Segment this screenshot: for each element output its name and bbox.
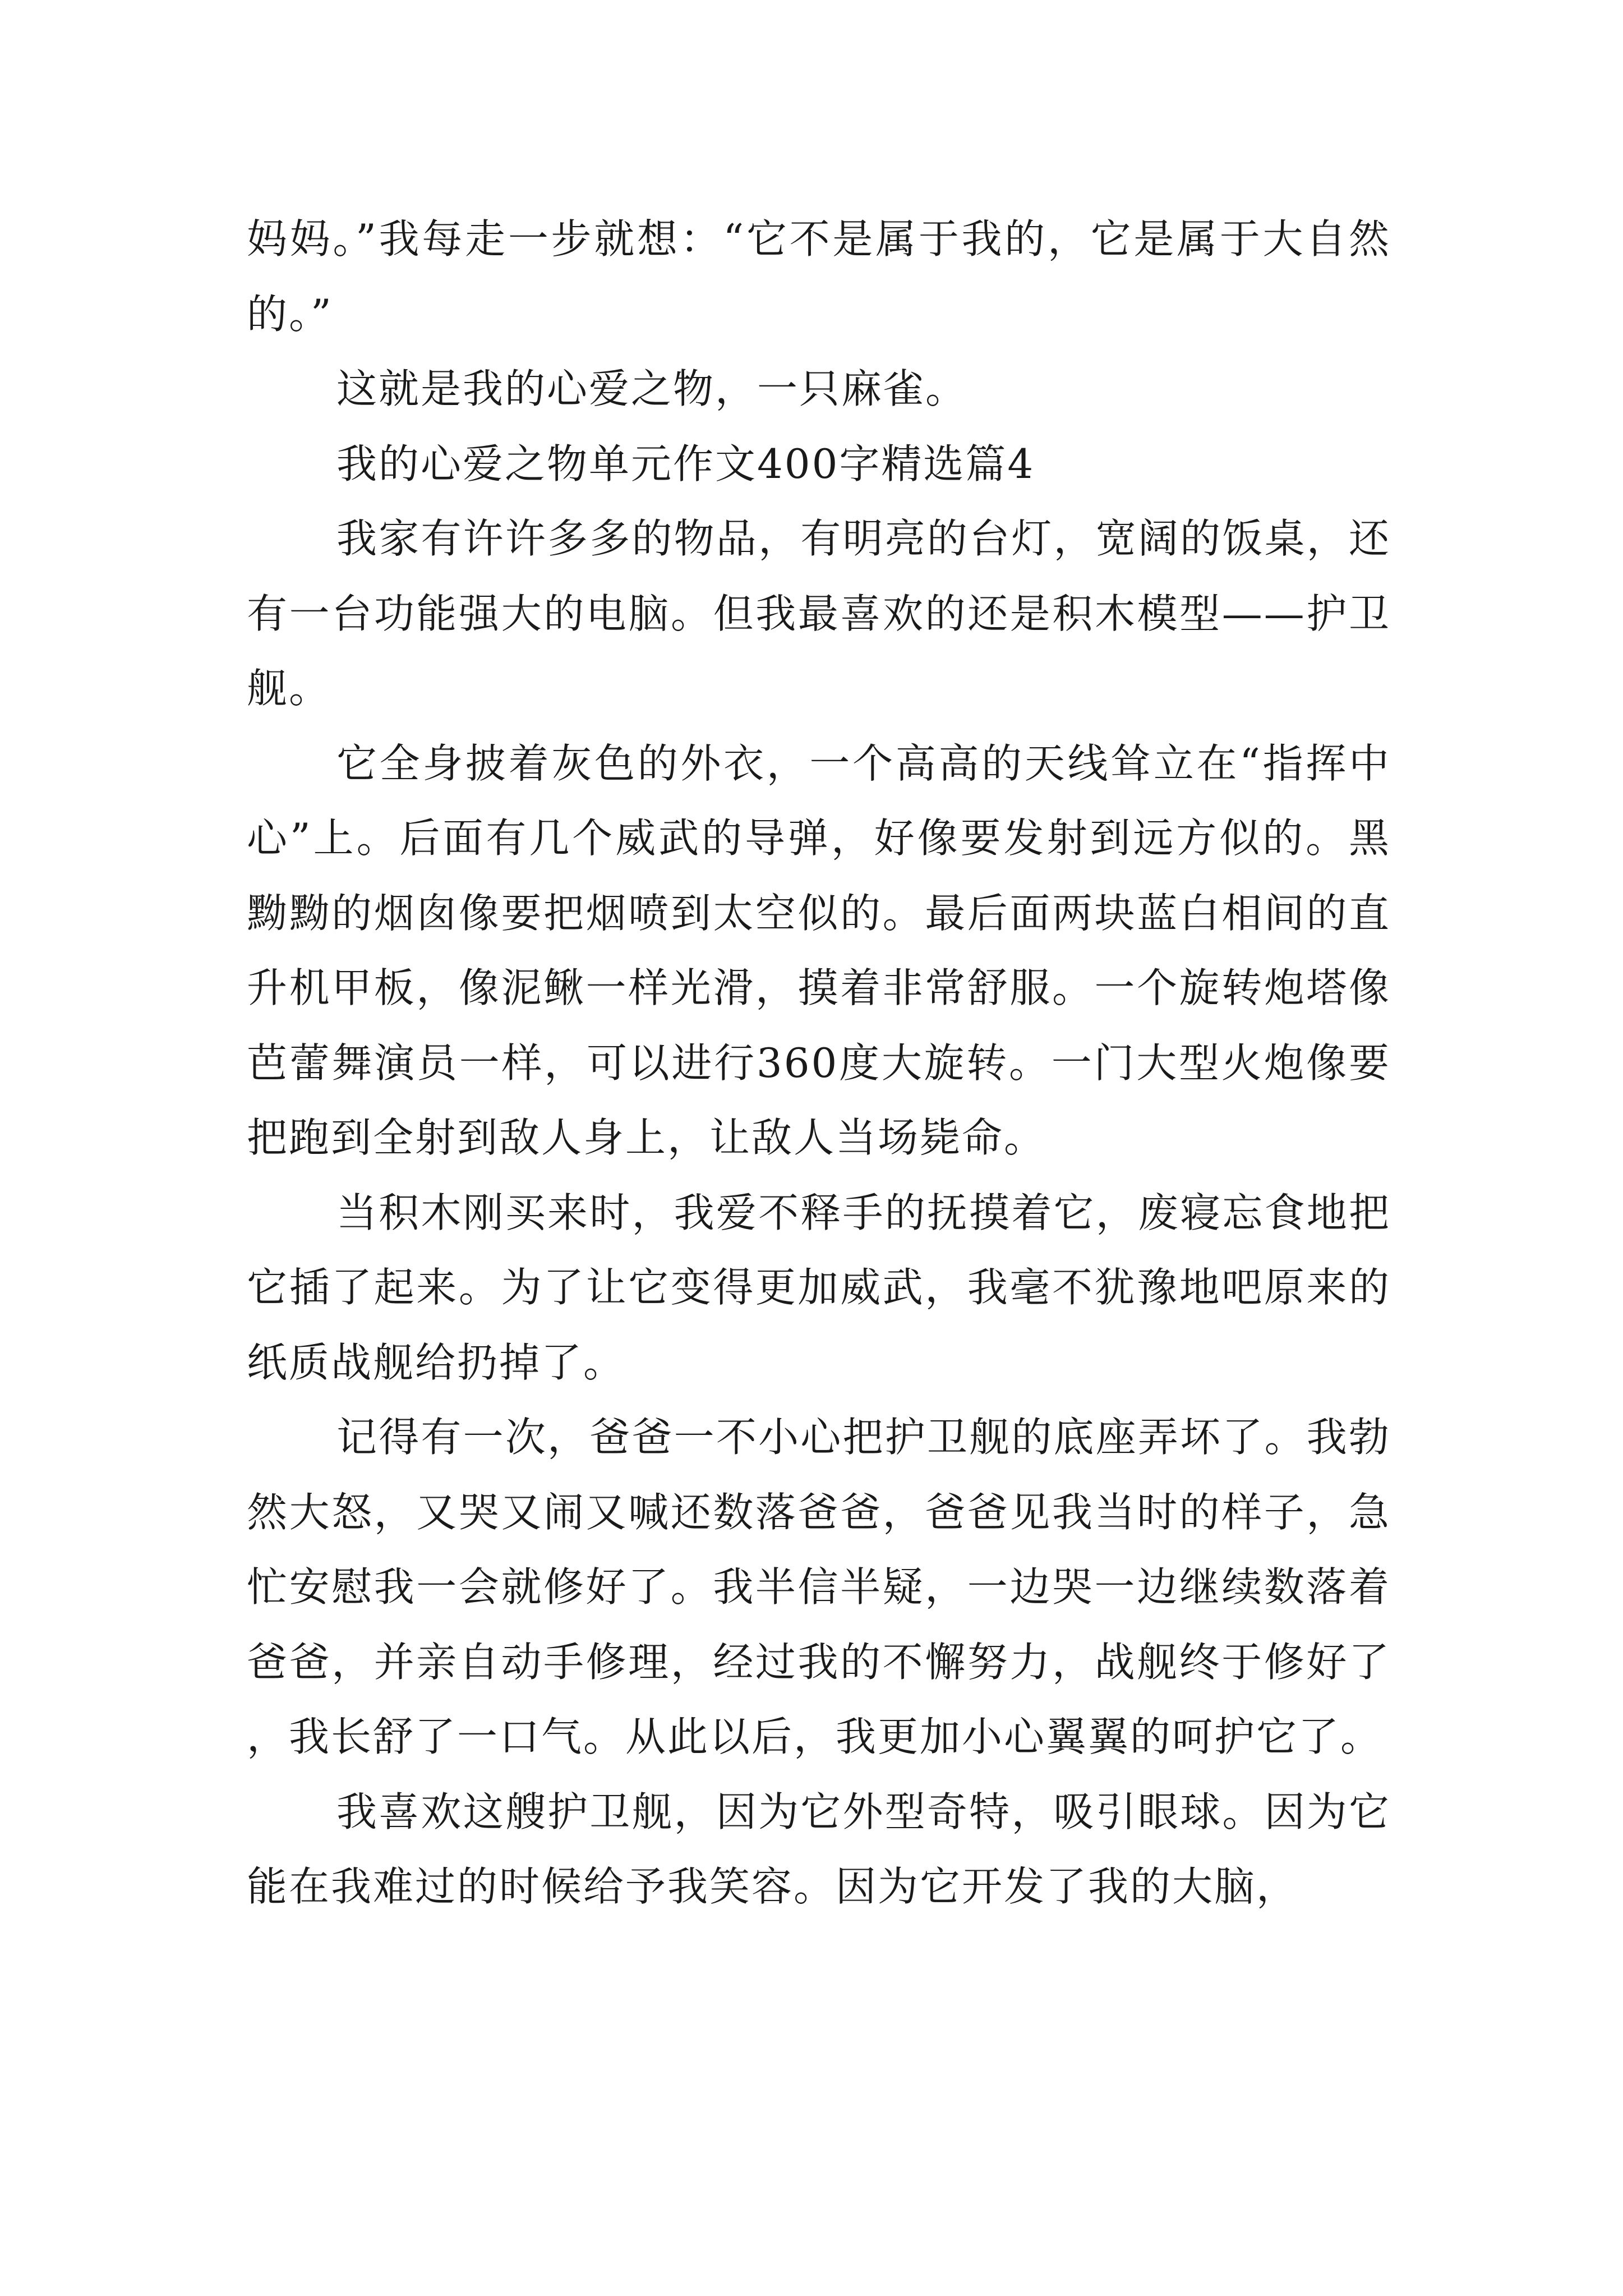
paragraph-building: 当积木刚买来时，我爱不释手的抚摸着它，废寝忘食地把它插了起来。为了让它变得更加威武，我毫不犹豫地吧原来的纸质战舰给扔掉了。: [247, 1189, 1391, 1386]
essay-heading: 我的心爱之物单元作文400字精选篇4: [336, 440, 1035, 487]
paragraph-description: 它全身披着灰色的外衣，一个高高的天线耸立在“指挥中心”上。后面有几个威武的导弹，好像要发射到远方似的。黑黝黝的烟囱像要把烟喷到太空似的。最后面两块蓝白相间的直升机甲板，像泥鳅一样光滑，摸着非常舒服。一个旋转炮塔像芭蕾舞演员一样，可以进行360度大旋转。一门大型火炮像要把跑到全射到敌人身上，让敌人当场毙命。: [247, 739, 1391, 1161]
paragraph-continuation: 妈妈。”我每走一步就想：“它不是属于我的，它是属于大自然的。”: [247, 215, 1391, 338]
paragraph-repair: 记得有一次，爸爸一不小心把护卫舰的底座弄坏了。我勃然大怒，又哭又闹又喊还数落爸爸，爸爸见我当时的样子，急忙安慰我一会就修好了。我半信半疑，一边哭一边继续数落着爸爸，并亲自动手修理，经过我的不懈努力，战舰终于修好了，我长舒了一口气。从此以后，我更加小心翼翼的呵护它了。: [247, 1414, 1391, 1760]
paragraph-reasons: 我喜欢这艘护卫舰，因为它外型奇特，吸引眼球。因为它能在我难过的时候给予我笑容。因为它开发了我的大脑，: [247, 1788, 1391, 1910]
paragraph-intro: 我家有许许多多的物品，有明亮的台灯，宽阔的饭桌，还有一台功能强大的电脑。但我最喜欢的还是积木模型——护卫舰。: [247, 515, 1391, 712]
document-body: [247, 202, 1391, 1925]
paragraph-sparrow-conclusion: 这就是我的心爱之物，一只麻雀。: [336, 365, 968, 412]
